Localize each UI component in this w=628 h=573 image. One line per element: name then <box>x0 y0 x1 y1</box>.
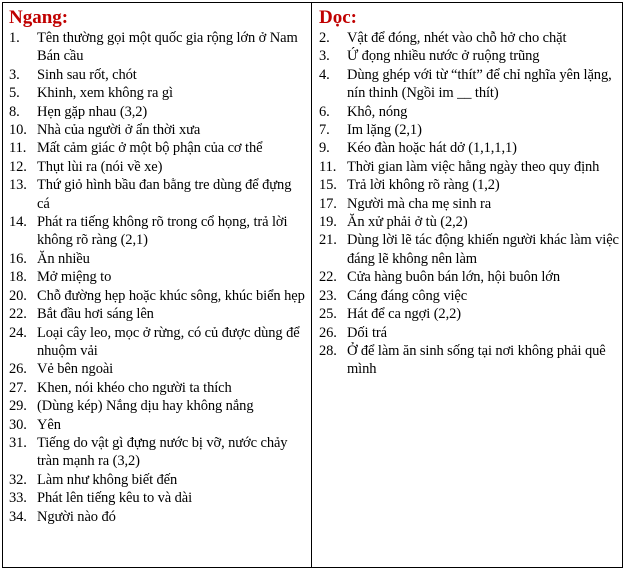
clue-text: Phát ra tiếng không rõ trong cổ họng, trả lời không rõ ràng (2,1) <box>37 214 288 249</box>
clue-item <box>9 176 307 213</box>
clue-text: Khinh, xem không ra gì <box>37 85 173 102</box>
clue-number: 19. <box>319 214 337 231</box>
clue-item <box>9 397 307 415</box>
clue-text: Người nào đó <box>37 508 116 525</box>
clue-number: 1. <box>9 30 20 46</box>
clue-number: 3. <box>319 48 330 65</box>
clue-item <box>319 342 619 379</box>
across-column <box>9 7 307 526</box>
clue-text: Im lặng (2,1) <box>347 122 422 139</box>
clue-number: 21. <box>319 232 337 249</box>
clue-item <box>9 103 307 121</box>
clue-item <box>9 268 307 286</box>
clue-number: 11. <box>319 158 337 175</box>
clue-number: 32. <box>9 471 27 488</box>
clue-number: 33. <box>9 490 27 507</box>
clue-item <box>319 158 619 176</box>
clue-number: 26. <box>9 361 27 378</box>
clue-item <box>9 508 307 526</box>
clue-item <box>319 29 619 47</box>
clue-item <box>9 305 307 323</box>
clue-item <box>9 29 307 66</box>
clue-number: 10. <box>9 122 27 139</box>
clue-text: Nhà của người ở ẩn thời xưa <box>37 122 201 139</box>
clue-item <box>319 324 619 342</box>
clue-text: Phát lên tiếng kêu to và dài <box>37 490 193 507</box>
clue-item <box>319 47 619 65</box>
clue-item <box>319 139 619 157</box>
clue-number: 18. <box>9 269 27 286</box>
clue-number: 28. <box>319 342 337 359</box>
clue-item <box>319 305 619 323</box>
clue-number: 29. <box>9 398 27 415</box>
clue-item <box>9 287 307 305</box>
clue-number: 22. <box>319 269 337 286</box>
clue-item <box>319 103 619 121</box>
clue-number: 20. <box>9 287 27 304</box>
clue-number: 6. <box>319 103 330 120</box>
clue-item <box>9 434 307 471</box>
down-heading: Dọc: <box>319 7 357 28</box>
clue-text: Người mà cha mẹ sinh ra <box>347 195 492 212</box>
clue-number: 5. <box>9 85 20 102</box>
clue-item <box>9 84 307 102</box>
clue-number: 25. <box>319 306 337 323</box>
clue-text: (Dùng kép) Nắng dịu hay không nắng <box>37 398 254 415</box>
clue-text: Dùng lời lẽ tác động khiến người khác làm việc đáng lẽ không nên làm <box>347 232 619 267</box>
clue-item <box>319 66 619 103</box>
clue-item <box>9 379 307 397</box>
clue-item <box>319 231 619 268</box>
clue-text: Hát để ca ngợi (2,2) <box>347 306 461 323</box>
clue-item <box>319 213 619 231</box>
clue-number: 9. <box>319 140 330 157</box>
clue-number: 23. <box>319 287 337 304</box>
clue-item <box>9 324 307 361</box>
clue-item <box>319 176 619 194</box>
clue-item <box>9 416 307 434</box>
clue-number: 12. <box>9 158 27 175</box>
clue-item <box>9 213 307 250</box>
clue-number: 31. <box>9 434 27 451</box>
clue-text: Chỗ đường hẹp hoặc khúc sông, khúc biển hẹp <box>37 287 305 304</box>
clue-item <box>319 287 619 305</box>
clue-text: Cáng đáng công việc <box>347 287 468 304</box>
clue-text: Kéo đàn hoặc hát dở (1,1,1,1) <box>347 140 517 157</box>
crossword-clue-table <box>2 2 623 568</box>
clue-number: 15. <box>319 177 337 194</box>
clue-number: 8. <box>9 103 20 120</box>
clue-item <box>9 250 307 268</box>
clue-item <box>319 268 619 286</box>
clue-item <box>9 489 307 507</box>
clue-text: Tiếng do vật gì đựng nước bị vỡ, nước chảy tràn mạnh ra (3,2) <box>37 434 288 470</box>
clue-number: 30. <box>9 416 27 433</box>
clue-item <box>9 360 307 378</box>
clue-item <box>9 121 307 139</box>
clue-number: 3. <box>9 66 20 83</box>
column-divider <box>311 3 312 567</box>
clue-number: 34. <box>9 508 27 525</box>
clue-text: Cửa hàng buôn bán lớn, hội buôn lớn <box>347 269 561 286</box>
clue-text: Hẹn gặp nhau (3,2) <box>37 103 148 120</box>
clue-text: Khen, nói khéo cho người ta thích <box>37 379 232 396</box>
clue-text: Làm như không biết đến <box>37 471 178 488</box>
clue-item <box>319 195 619 213</box>
clue-number: 13. <box>9 177 27 194</box>
clue-number: 26. <box>319 324 337 341</box>
clue-text: Ăn xử phải ở tù (2,2) <box>347 214 468 231</box>
across-heading: Ngang: <box>9 7 69 28</box>
clue-text: Bắt đầu hơi sáng lên <box>37 306 154 323</box>
clue-text: Sinh sau rốt, chót <box>37 66 137 83</box>
clue-text: Tên thường gọi một quốc gia rộng lớn ở Nam Bán cầu <box>37 30 298 65</box>
clue-text: Ăn nhiều <box>37 250 90 267</box>
clue-item <box>9 66 307 84</box>
clue-number: 11. <box>9 140 27 157</box>
clue-number: 14. <box>9 214 27 231</box>
clue-item <box>9 471 307 489</box>
clue-text: Thụt lùi ra (nói về xe) <box>37 158 163 175</box>
clue-text: Yên <box>37 416 61 433</box>
clue-text: Dối trá <box>347 324 387 341</box>
clue-item <box>9 158 307 176</box>
clue-text: Thứ giỏ hình bầu đan bằng tre dùng để đựng cá <box>37 177 292 212</box>
clue-number: 4. <box>319 66 330 83</box>
clue-text: Mất cảm giác ở một bộ phận của cơ thể <box>37 140 263 157</box>
clue-number: 17. <box>319 195 337 212</box>
clue-text: Dùng ghép với từ “thít” để chỉ nghĩa yên lặng, nín thinh (Ngồi im __ thít) <box>347 66 612 102</box>
clue-text: Vật để đóng, nhét vào chỗ hở cho chặt <box>347 30 567 46</box>
clue-number: 22. <box>9 306 27 323</box>
clue-text: Mở miệng to <box>37 269 112 286</box>
down-clue-list <box>319 29 619 379</box>
clue-text: Trả lời không rõ ràng (1,2) <box>347 177 500 194</box>
clue-text: Vẻ bên ngoài <box>37 361 114 378</box>
clue-number: 7. <box>319 122 330 139</box>
clue-text: Loại cây leo, mọc ở rừng, có củ được dùng để nhuộm vải <box>37 324 300 359</box>
clue-number: 27. <box>9 379 27 396</box>
clue-item <box>9 139 307 157</box>
clue-number: 16. <box>9 250 27 267</box>
across-clue-list <box>9 29 307 526</box>
clue-number: 24. <box>9 324 27 341</box>
clue-text: Ứ đọng nhiều nước ở ruộng trũng <box>347 48 540 65</box>
clue-number: 2. <box>319 30 330 46</box>
clue-text: Ở để làm ăn sinh sống tại nơi không phải quê mình <box>347 342 606 378</box>
clue-text: Thời gian làm việc hằng ngày theo quy định <box>347 158 600 175</box>
down-column <box>319 7 619 379</box>
clue-item <box>319 121 619 139</box>
clue-text: Khô, nóng <box>347 103 408 120</box>
